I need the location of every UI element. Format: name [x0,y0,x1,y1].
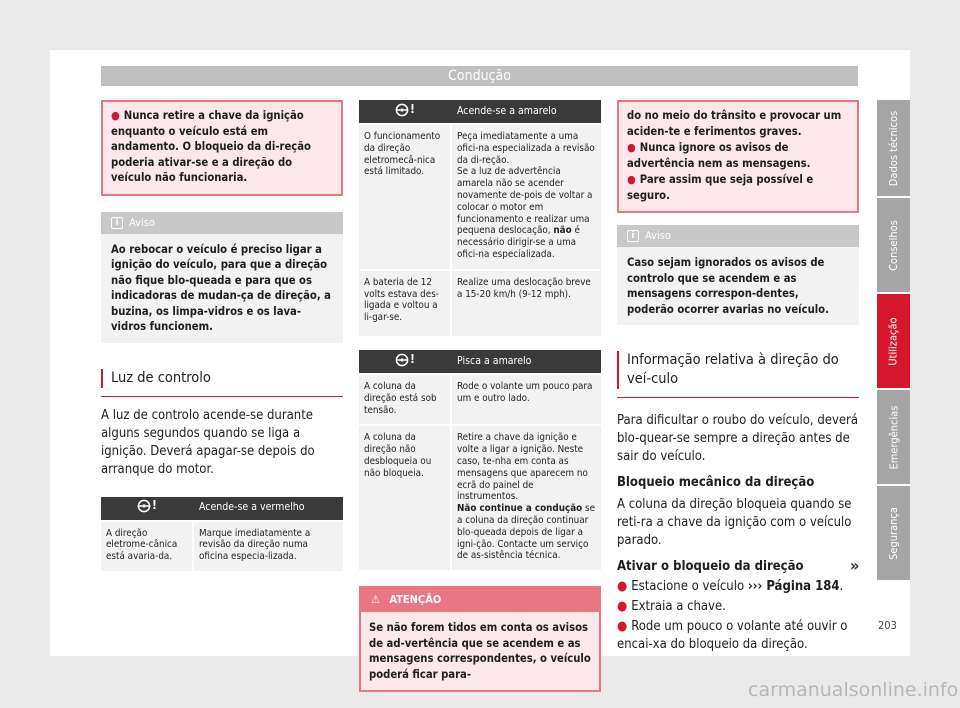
warning-text: Nunca retire a chave da ignição enquanto o veículo está em andamento. O bloqueio da di-reção poderia ativar-se e a direção do veículo não funcionaria. [111,109,311,184]
cause-cell: A bateria de 12 volts estava des-ligada e voltou a li-gar-se. [359,270,451,336]
steering-warning-icon: ! [359,100,451,124]
paragraph: Para dificultar o roubo do veículo, deverá blo-quear-se sempre a direção antes de sair do veículo. [617,413,859,464]
action-cell: Realize uma deslocação breve a 15-20 km/h (9-12 mph). [451,270,601,336]
info-icon: i [627,230,639,242]
chapter-header: Condução [101,66,858,86]
warning-box-continued [617,100,859,213]
warning-box-continued [101,100,343,196]
page-number: 203 [878,619,897,632]
table-header: Pisca a amarelo [451,350,601,374]
bullet-icon: ● [111,109,120,122]
aviso-header [617,225,859,247]
column-1 [101,100,343,571]
table-blinking-light [359,350,601,570]
tab-label: Conselhos [887,219,901,271]
bullet-icon: ● [627,173,636,186]
aviso-note [617,225,859,325]
steering-warning-icon: ! [101,497,193,521]
tab-label: Emergências [887,405,901,469]
table-red-light [101,497,343,571]
column-2 [359,100,601,692]
bullet-icon: ● [627,141,636,154]
aviso-header [101,212,343,234]
action-cell [451,425,601,570]
continue-arrow-icon: » [850,556,860,575]
tab-conselhos[interactable] [877,198,910,294]
cause-cell: O funcionamento da direção eletromecâ-nica está limitado. [359,124,451,270]
subheading: Ativar o bloqueio da direção [617,559,804,574]
list-item [617,578,859,596]
cause-cell: A direção eletrome-cânica está avaria-da. [101,521,193,571]
info-icon: i [111,217,123,229]
atencao-header [361,588,599,612]
aviso-text: Caso sejam ignorados os avisos de controlo que se acendem e as mensagens correspon-dentes, poderão ocorrer avarias no veículo. [627,256,829,316]
list-text: Extraia a chave. [631,599,726,614]
tab-seguranca[interactable] [877,486,910,582]
aviso-label: Aviso [645,229,671,242]
tab-label: Dados técnicos [887,110,900,186]
list-text: Estacione o veículo [631,579,748,594]
chapter-tabs [877,100,910,582]
tab-emergencias[interactable] [877,390,910,486]
section-rule [617,397,859,398]
aviso-label: Aviso [129,215,155,229]
action-text: é necessário dirigir-se a uma ofici-na especializada. [457,225,580,260]
table-row [359,425,601,570]
tab-dados-tecnicos[interactable] [877,100,910,198]
section-heading [617,351,859,398]
list-text: Rode um pouco o volante até ouvir o encai-xa do bloqueio da direção. [617,619,848,652]
steering-warning-icon: ! [359,350,451,374]
warning-text: Nunca ignore os avisos de advertência nem as mensagens. [627,141,811,170]
section-rule [101,396,343,397]
section-heading [101,369,343,397]
paragraph: A coluna da direção bloqueia quando se reti-ra a chave da ignição com o veículo parado. [617,497,852,548]
tab-label: Utilização [887,316,901,366]
column-3 [617,100,859,654]
tab-utilizacao[interactable] [877,294,910,390]
table-row [359,374,601,425]
table-yellow-light [359,100,601,336]
warning-text: do no meio do trânsito e provocar um aciden-te e ferimentos graves. [627,109,842,138]
action-text: Retire a chave da ignição e volte a ligar a ignição. Neste caso, te-nha em conta as mensagens que aparecem no ecrã do painel de instrumentos. [457,432,588,503]
cause-cell: A coluna da direção não desbloqueia ou não bloqueia. [359,425,451,570]
action-text: Peça imediatamente a uma ofici-na especializada a revisão da di-reção. Se a luz de advertência amarela não se acender novamente de-pois de voltar a colocar o motor em funcionamento e realizar uma pequena deslocação, [457,131,595,237]
action-cell: Rode o volante um pouco para um e outro lado. [451,374,601,425]
aviso-text: Ao rebocar o veículo é preciso ligar a ignição do veículo, para que a direção não fique blo-queada e para que os indicadoras de mudan-ça de direção, a buzina, os limpa-vidros e os lava-vidros funcionem. [111,242,331,333]
page-reference-link[interactable]: ››› Página 184 [747,579,840,594]
table-row [359,124,601,270]
list-text: . [839,579,844,594]
table-row [101,521,343,571]
table-header: Acende-se a amarelo [451,100,601,124]
atencao-box [359,586,601,692]
warning-triangle-icon: ⚠ [371,593,380,607]
action-cell: Marque imediatamente a revisão da direção numa oficina especia-lizada. [193,521,343,571]
watermark: carmanualsonline.info [748,679,959,701]
subheading: Bloqueio mecânico da direção [617,475,815,490]
table-header: Acende-se a vermelho [193,497,343,521]
warning-text: Pare assim que seja possível e seguro. [627,173,814,202]
list-item [617,598,859,616]
list-item [617,618,859,654]
tab-label: Segurança [887,506,900,560]
atencao-text: Se não forem tidos em conta os avisos de ad-vertência que se acendem e as mensagens correspondentes, o veículo poderá ficar para- [369,621,591,681]
section-title: Luz de controlo [101,369,343,388]
action-text: se a coluna da direção continuar blo-queada depois de ligar a igni-ção. Contacte um serviço de as-sistência técnica. [457,503,596,562]
bullet-icon: ● [617,599,628,614]
action-bold: não [553,225,572,237]
section-title: Informação relativa à direção do veí-culo [617,351,859,389]
bullet-icon: ● [617,579,628,594]
cause-cell: A coluna da direção está sob tensão. [359,374,451,425]
action-cell [451,124,601,270]
aviso-note [101,212,343,343]
bullet-icon: ● [617,619,628,634]
intro-paragraph: A luz de controlo acende-se durante alguns segundos quando se liga a ignição. Deverá apagar-se depois do arranque do motor. [101,407,315,477]
atencao-label: ATENÇÃO [389,593,442,607]
action-bold: Não continue a condução [457,503,583,515]
table-row [359,270,601,336]
